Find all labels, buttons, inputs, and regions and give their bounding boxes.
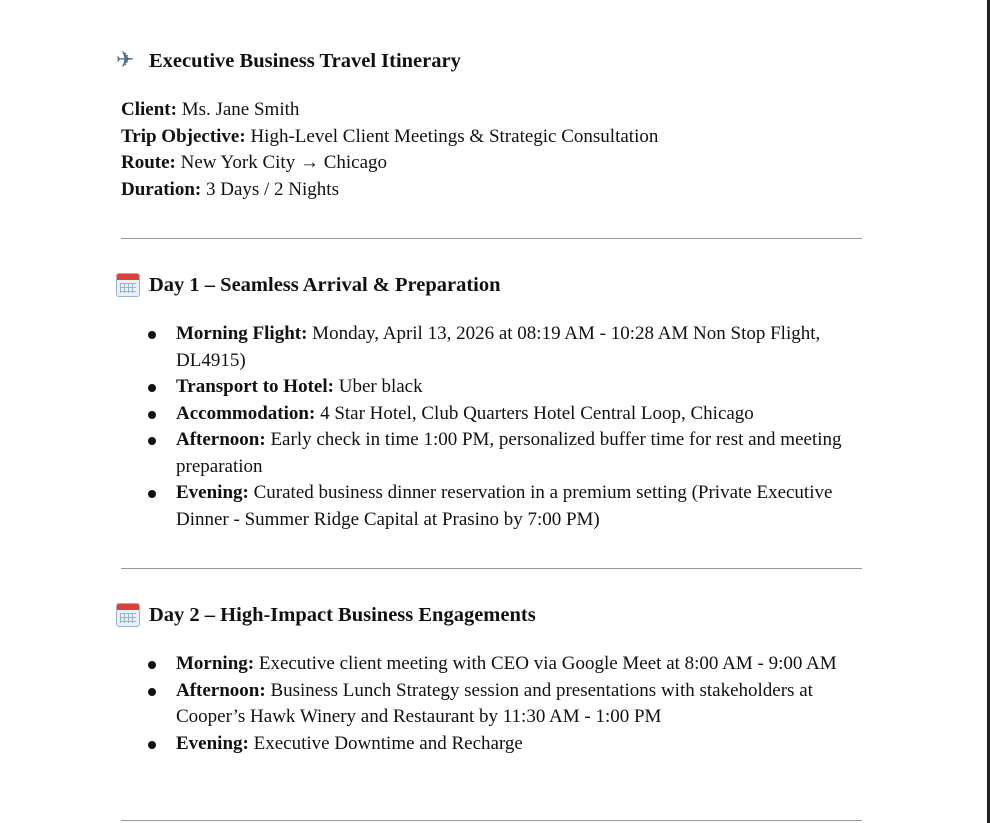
route-line: Route: New York City → Chicago — [121, 152, 388, 173]
calendar-icon — [116, 273, 140, 297]
list-item: Accommodation: 4 Star Hotel, Club Quarters Hotel Central Loop, Chicago — [145, 401, 865, 428]
trip-summary — [121, 97, 658, 203]
client-line: Client: Ms. Jane Smith — [121, 99, 300, 120]
objective-line: Trip Objective: High-Level Client Meetings & Strategic Consultation — [121, 125, 659, 147]
list-item: Morning Flight: Monday, April 13, 2026 at 08:19 AM - 10:28 AM Non Stop Flight, DL4915) — [145, 321, 865, 374]
list-item: Evening: Executive Downtime and Recharge — [145, 731, 865, 758]
document-title — [116, 48, 461, 74]
divider — [121, 238, 862, 239]
list-item: Morning: Executive client meeting with CEO via Google Meet at 8:00 AM - 9:00 AM — [145, 651, 865, 678]
title-text: Executive Business Travel Itinerary — [149, 49, 461, 72]
divider — [121, 568, 862, 569]
duration-line: Duration: 3 Days / 2 Nights — [121, 178, 339, 200]
list-item: Afternoon: Business Lunch Strategy session and presentations with stakeholders at Cooper’s Hawk Winery and Restaurant by 11:30 AM - 1:00 PM — [145, 678, 865, 731]
calendar-icon — [116, 603, 140, 627]
day-1-heading: Day 1 – Seamless Arrival & Preparation — [116, 273, 501, 297]
divider — [121, 820, 862, 821]
day-2-heading: Day 2 – High-Impact Business Engagements — [116, 603, 536, 627]
list-item: Transport to Hotel: Uber black — [145, 374, 865, 401]
list-item: Afternoon: Early check in time 1:00 PM, personalized buffer time for rest and meeting preparation — [145, 427, 865, 480]
list-item: Evening: Curated business dinner reservation in a premium setting (Private Executive Dinner - Summer Ridge Capital at Prasino by 7:00 PM) — [145, 480, 865, 533]
airplane-icon: ✈ — [116, 48, 135, 73]
day-2-list — [145, 651, 865, 757]
day-1-list — [145, 321, 865, 533]
